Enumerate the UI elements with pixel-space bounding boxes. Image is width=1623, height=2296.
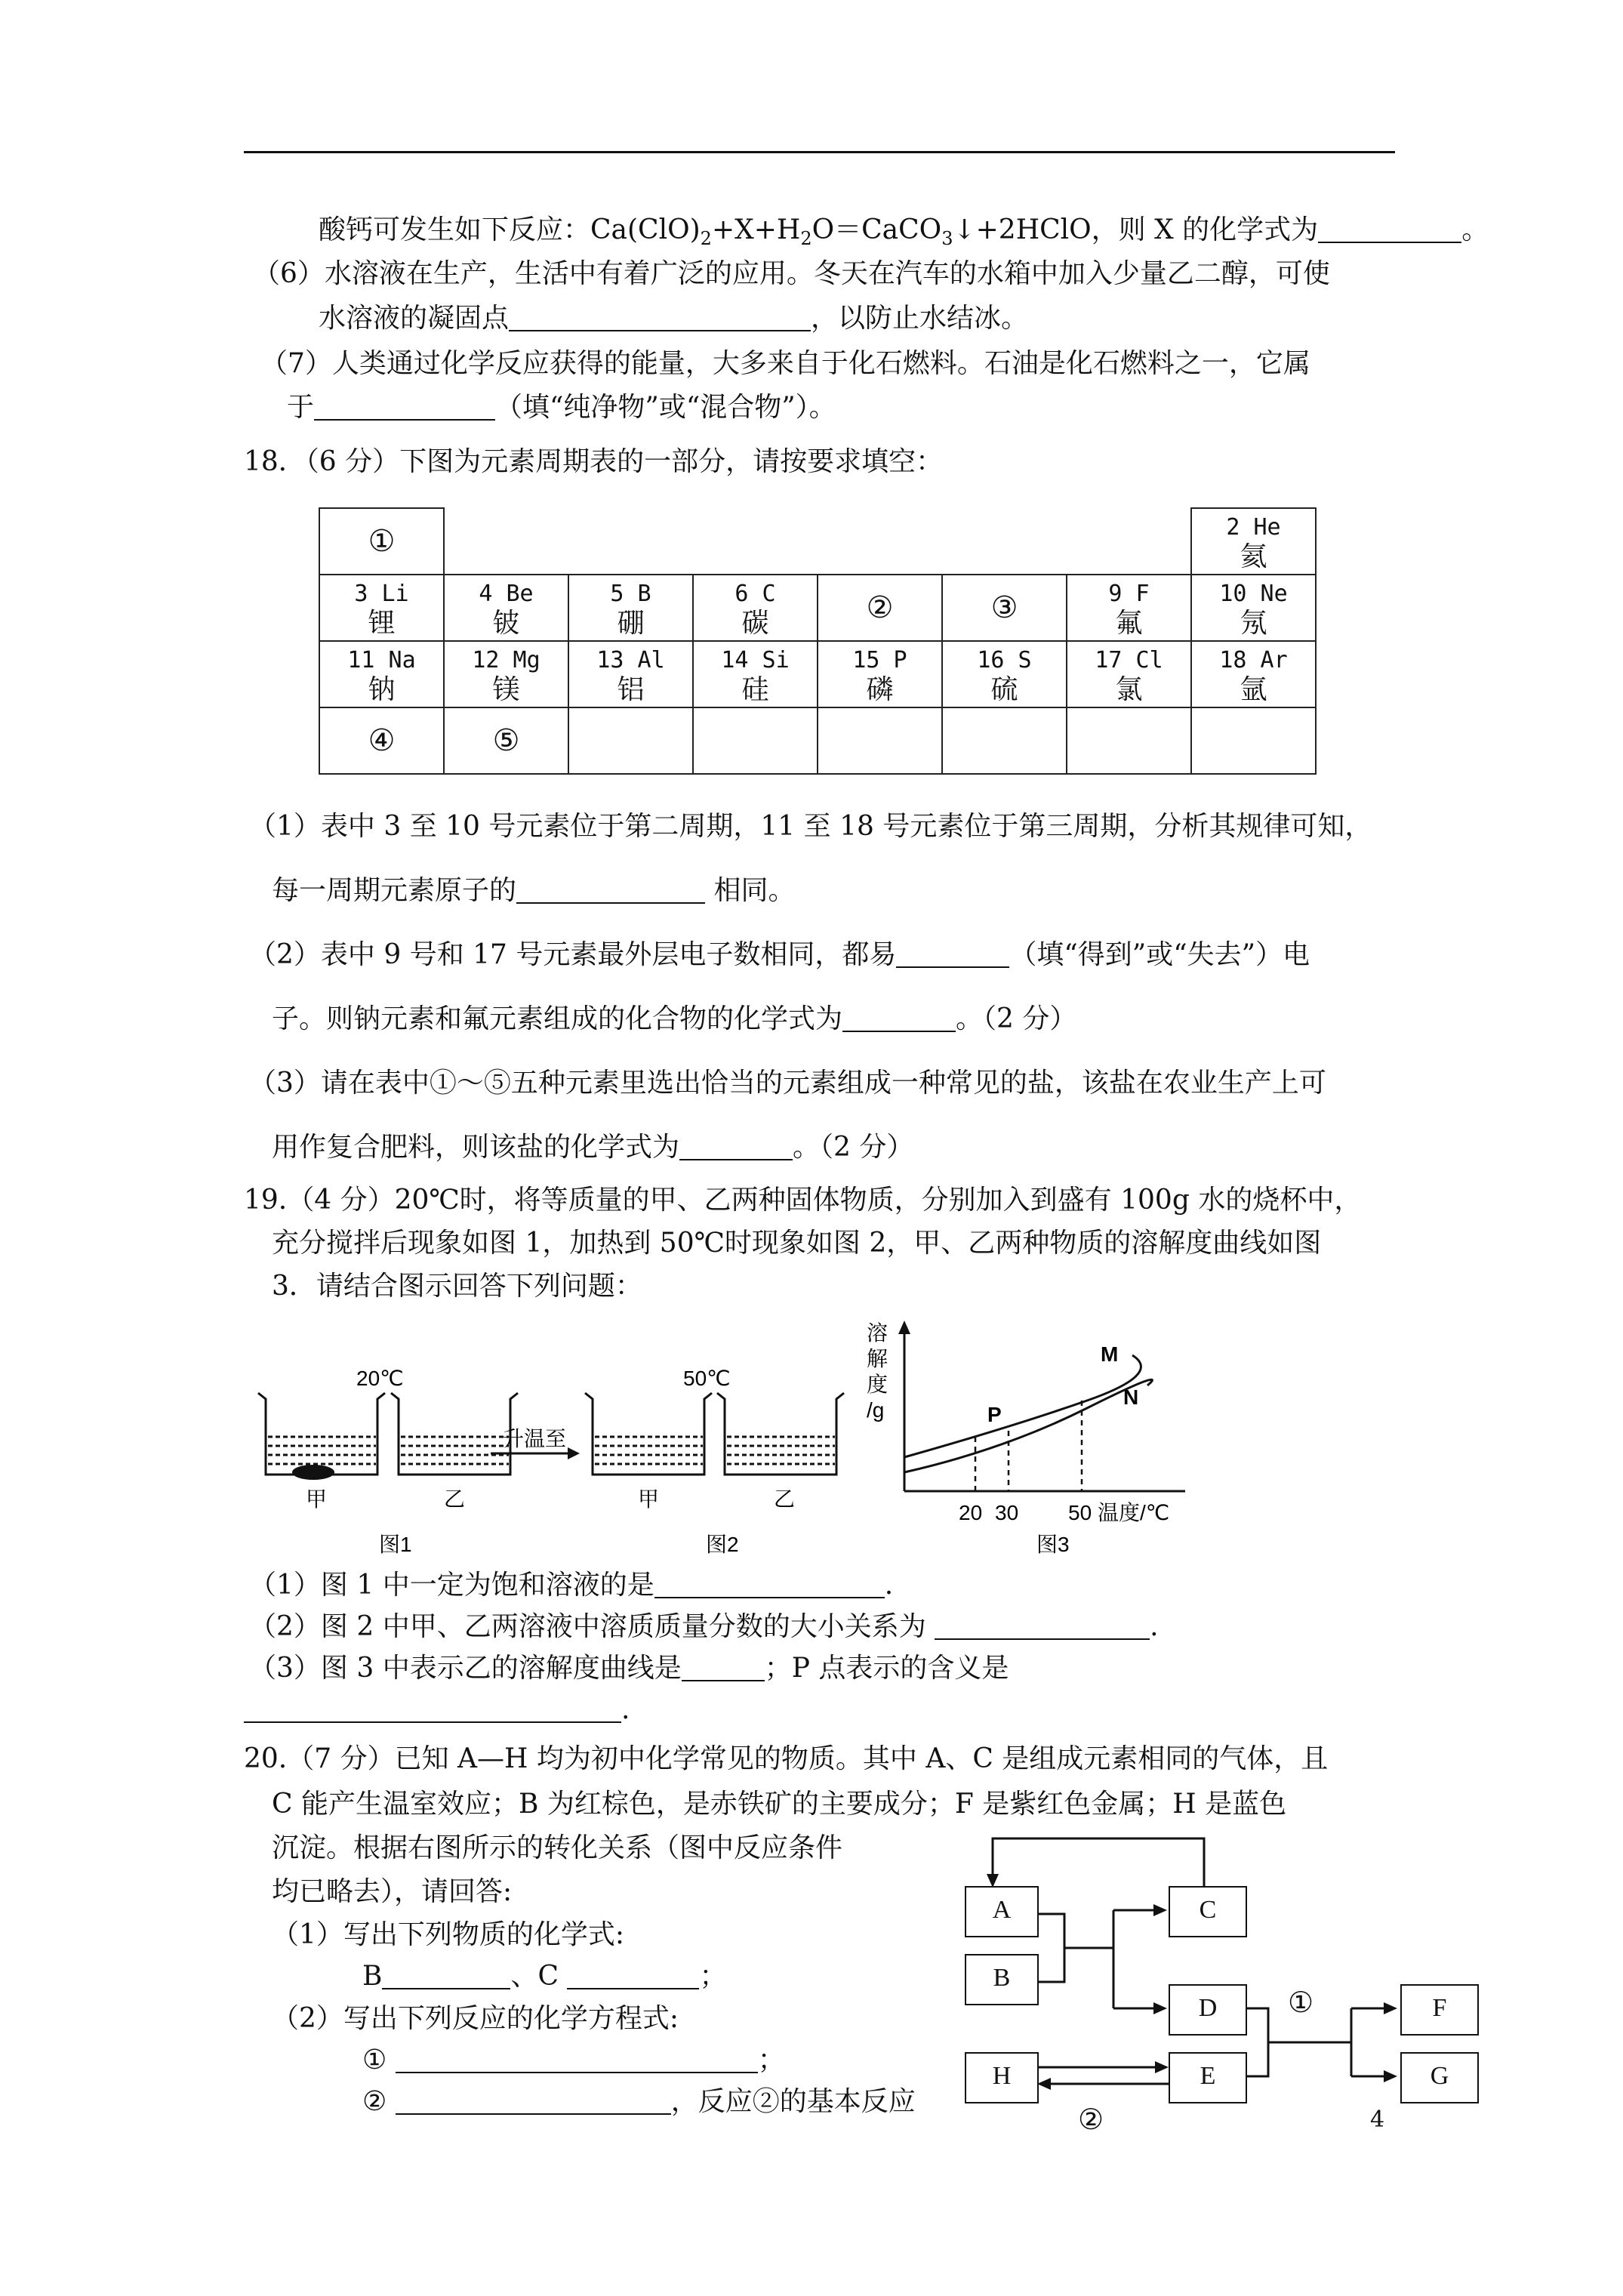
- pt-cell-2: ②: [818, 575, 942, 641]
- box-g: G: [1400, 2052, 1479, 2103]
- answer-blank-18-2b[interactable]: [842, 1005, 956, 1032]
- q19-2: （2）图 2 中甲、乙两溶液中溶质质量分数的大小关系为 .: [249, 1611, 1159, 1642]
- label-jia-1: 甲: [306, 1487, 328, 1511]
- q19-1: （1）图 1 中一定为饱和溶液的是 .: [249, 1570, 894, 1601]
- sediment: [292, 1465, 334, 1480]
- q17-6-line1: （6）水溶液在生产，生活中有着广泛的应用。冬天在汽车的水箱中加入少量乙二醇，可使: [253, 258, 1330, 289]
- answer-blank-oil-type[interactable]: [314, 393, 495, 421]
- q18-1-line2: 每一周期元素原子的 相同。: [272, 875, 796, 906]
- pt-cell-1: ①: [319, 508, 444, 575]
- beaker-2: [391, 1393, 518, 1475]
- pt-cell: 18 Ar 氩: [1191, 641, 1316, 707]
- box-c: C: [1169, 1886, 1247, 1937]
- label-yi-1: 乙: [444, 1487, 466, 1511]
- pt-cell: 12 Mg 镁: [444, 641, 568, 707]
- q18-2-line1: （2）表中 9 号和 17 号元素最外层电子数相同，都易 （填“得到”或“失去”）电: [249, 939, 1310, 970]
- label-yi-2: 乙: [774, 1487, 796, 1511]
- box-b: B: [965, 1954, 1039, 2005]
- label-heat: 升温至: [503, 1427, 567, 1450]
- answer-blank-18-3[interactable]: [679, 1133, 793, 1160]
- q18-2-line2: 子。则钠元素和氟元素组成的化合物的化学式为 。（2 分）: [272, 1003, 1077, 1034]
- q18-1-line1: （1）表中 3 至 10 号元素位于第二周期，11 至 18 号元素位于第三周期，分析其规律可知，: [249, 811, 1372, 842]
- label-y-1: 溶: [867, 1321, 888, 1345]
- q18-3-line1: （3）请在表中①～⑤五种元素里选出恰当的元素组成一种常见的盐，该盐在农业生产上可: [249, 1068, 1326, 1099]
- q17-6-line2: 水溶液的凝固点 ，以防止水结冰。: [319, 303, 1029, 334]
- beaker-4: [717, 1393, 844, 1475]
- q19-line3: 3．请结合图示回答下列问题：: [272, 1271, 642, 1302]
- pt-gap: [444, 508, 1191, 575]
- q19-line1: 19.（4 分）20℃时，将等质量的甲、乙两种固体物质，分别加入到盛有 100g 水的烧杯中，: [244, 1185, 1362, 1216]
- q19-figures: [249, 1318, 1215, 1567]
- answer-blank-20-c[interactable]: [567, 1962, 699, 1989]
- box-f: F: [1400, 1984, 1479, 2036]
- pt-cell: 5 B 硼: [568, 575, 693, 641]
- pt-cell-5: ⑤: [444, 707, 568, 774]
- q20-line4: 均已略去），请回答:: [272, 1876, 513, 1907]
- answer-blank-19-3b[interactable]: [244, 1696, 621, 1723]
- label-n: N: [1123, 1385, 1139, 1409]
- pt-cell-3: ③: [942, 575, 1067, 641]
- page-number: 4: [1370, 2106, 1385, 2133]
- q17-7-line2: 于 （填“纯净物”或“混合物”）。: [287, 392, 836, 423]
- box-e: E: [1169, 2052, 1247, 2103]
- curve-n: [904, 1379, 1152, 1472]
- pt-cell-empty: [1191, 707, 1316, 774]
- pt-cell: 3 Li 锂: [319, 575, 444, 641]
- tick-30: 30: [995, 1501, 1019, 1524]
- beaker-3: [585, 1393, 712, 1475]
- label-jia-2: 甲: [638, 1487, 660, 1511]
- box-h: H: [965, 2052, 1039, 2103]
- answer-blank-18-1[interactable]: [516, 877, 705, 904]
- label-reaction-1: ①: [1288, 1986, 1314, 2019]
- tick-20: 20: [959, 1501, 983, 1524]
- q20-2-r1: ① ；: [362, 2045, 785, 2076]
- answer-blank-x[interactable]: [1318, 216, 1461, 243]
- label-fig2: 图2: [706, 1533, 739, 1556]
- q19-3: （3）图 3 中表示乙的溶解度曲线是 ；P 点表示的含义是: [249, 1653, 1009, 1684]
- label-y-2: 解: [867, 1347, 888, 1370]
- pt-cell: 11 Na 钠: [319, 641, 444, 707]
- q20-2-r2: ② ，反应②的基本反应: [362, 2086, 916, 2117]
- pt-cell: 15 P 磷: [818, 641, 942, 707]
- pt-cell-empty: [1067, 707, 1191, 774]
- answer-blank-20-r2[interactable]: [396, 2088, 671, 2115]
- pt-cell-he: 2 He 氦: [1191, 508, 1316, 575]
- label-m: M: [1101, 1342, 1119, 1366]
- pt-cell: 10 Ne 氖: [1191, 575, 1316, 641]
- answer-blank-20-r1[interactable]: [396, 2046, 758, 2073]
- pt-cell: 14 Si 硅: [693, 641, 818, 707]
- pt-cell: 6 C 碳: [693, 575, 818, 641]
- q20-line1: 20.（7 分）已知 A—H 均为初中化学常见的物质。其中 A、C 是组成元素相同的气体，且: [244, 1743, 1329, 1774]
- q18-3-line2: 用作复合肥料，则该盐的化学式为 。（2 分）: [272, 1132, 914, 1163]
- q20-2: （2）写出下列反应的化学方程式:: [272, 2003, 679, 2034]
- header-rule: [244, 151, 1395, 153]
- q19-3-line2: .: [244, 1693, 630, 1727]
- answer-blank-freezing-point[interactable]: [509, 304, 811, 331]
- tick-50: 50: [1068, 1501, 1092, 1524]
- answer-blank-18-2a[interactable]: [896, 941, 1009, 968]
- pt-cell: 17 Cl 氯: [1067, 641, 1191, 707]
- q20-1: （1）写出下列物质的化学式:: [272, 1919, 625, 1950]
- pt-cell-empty: [818, 707, 942, 774]
- label-x: 温度/℃: [1098, 1501, 1170, 1524]
- beaker-1: [258, 1393, 385, 1475]
- pt-cell: 16 S 硫: [942, 641, 1067, 707]
- box-d: D: [1169, 1984, 1247, 2036]
- answer-blank-19-3a[interactable]: [682, 1654, 765, 1681]
- label-fig3: 图3: [1036, 1533, 1070, 1556]
- q19-line2: 充分搅拌后现象如图 1，加热到 50℃时现象如图 2，甲、乙两种物质的溶解度曲线如图: [272, 1228, 1322, 1259]
- box-a: A: [965, 1886, 1039, 1937]
- label-50c: 50℃: [683, 1367, 731, 1390]
- label-p: P: [987, 1403, 1002, 1426]
- pt-cell-empty: [942, 707, 1067, 774]
- q17-reaction-line: 酸钙可发生如下反应：$Ca(ClO)_2+X+H_2O=CaCO_3↓+2HClO$，则 X 的化学式为 。: [319, 214, 1489, 249]
- pt-cell: 13 Al 铝: [568, 641, 693, 707]
- label-y-3: 度: [867, 1373, 888, 1396]
- label-20c: 20℃: [356, 1367, 404, 1390]
- answer-blank-19-1[interactable]: [654, 1571, 885, 1598]
- pt-cell: 9 F 氟: [1067, 575, 1191, 641]
- label-y-4: /g: [867, 1398, 885, 1422]
- q17-7-line1: （7）人类通过化学反应获得的能量，大多来自于化石燃料。石油是化石燃料之一，它属: [260, 348, 1310, 379]
- label-fig1: 图1: [379, 1533, 412, 1556]
- pt-cell-4: ④: [319, 707, 444, 774]
- q20-1-answers: B 、C ；: [362, 1961, 727, 1992]
- curve-m: [904, 1355, 1141, 1457]
- pt-cell-empty: [568, 707, 693, 774]
- q20-line2: C 能产生温室效应；B 为红棕色，是赤铁矿的主要成分；F 是紫红色金属；H 是蓝色: [272, 1789, 1287, 1820]
- q18-title: 18．（6 分）下图为元素周期表的一部分，请按要求填空：: [244, 446, 944, 477]
- periodic-table: [319, 507, 1317, 775]
- q20-line3: 沉淀。根据右图所示的转化关系（图中反应条件: [272, 1832, 843, 1863]
- answer-blank-19-2[interactable]: [935, 1613, 1150, 1640]
- pt-cell-empty: [693, 707, 818, 774]
- label-reaction-2: ②: [1078, 2103, 1104, 2136]
- pt-cell: 4 Be 铍: [444, 575, 568, 641]
- answer-blank-20-b[interactable]: [382, 1962, 510, 1989]
